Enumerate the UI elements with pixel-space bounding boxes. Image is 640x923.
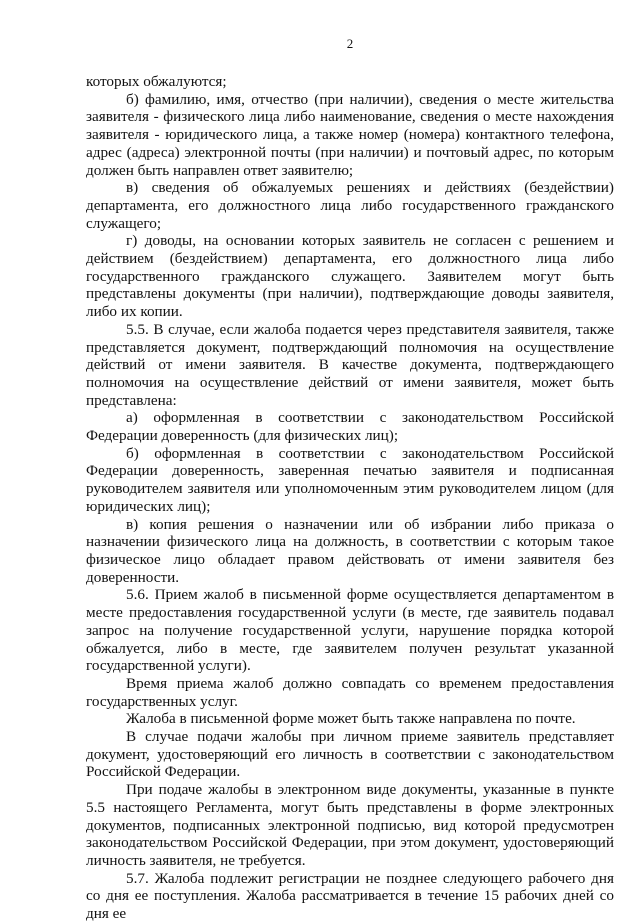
paragraph: а) оформленная в соответствии с законодательством Российской Федерации доверенность (для физических лиц); xyxy=(86,409,614,445)
paragraph: В случае подачи жалобы при личном приеме заявитель представляет документ, удостоверяющий его личность в соответствии с законодательством Российской Федерации. xyxy=(86,728,614,781)
page-number: 2 xyxy=(346,36,354,51)
paragraph: 5.5. В случае, если жалоба подается через представителя заявителя, также представляется документ, подтверждающий полномочия на осуществление действий от имени заявителя. В качестве документа, подтверждающего полномочия на осуществление действий от имени заявителя, может быть представлена: xyxy=(86,320,614,409)
paragraph: в) копия решения о назначении или об избрании либо приказа о назначении физического лица на должность, в соответствии с которым такое физическое лицо обладает правом действовать от имени заявителя без доверенности. xyxy=(86,515,614,586)
paragraph: в) сведения об обжалуемых решениях и действиях (бездействии) департамента, его должностного лица либо государственного гражданского служащего; xyxy=(86,179,614,232)
paragraph: б) оформленная в соответствии с законодательством Российской Федерации доверенность, заверенная печатью заявителя и подписанная руководителем заявителя или уполномоченным этим руководителем лицом (для юридических лиц); xyxy=(86,444,614,515)
paragraph: Жалоба в письменной форме может быть также направлена по почте. xyxy=(126,710,576,728)
paragraph: которых обжалуются; xyxy=(86,73,227,90)
document-body xyxy=(86,73,614,923)
paragraph: При подаче жалобы в электронном виде документы, указанные в пункте 5.5 настоящего Регламента, могут быть представлены в форме электронных документов, подписанных электронной подписью, вид которой предусмотрен законодательством Российской Федерации, при этом документ, удостоверяющий личность заявителя, не требуется. xyxy=(86,781,614,869)
paragraph: б) фамилию, имя, отчество (при наличии), сведения о месте жительства заявителя - физического лица либо наименование, сведения о месте нахождения заявителя - юридического лица, а также номер (номера) контактного телефона, адрес (адреса) электронной почты (при наличии) и почтовый адрес, по которым должен быть направлен ответ заявителю; xyxy=(86,90,614,179)
paragraph: г) доводы, на основании которых заявитель не согласен с решением и действием (бездействием) департамента, его должностного лица либо государственного гражданского служащего. Заявителем могут быть представлены документы (при наличии), подтверждающие доводы заявителя, либо их копии. xyxy=(86,232,614,321)
paragraph: 5.7. Жалоба подлежит регистрации не позднее следующего рабочего дня со дня ее поступления. Жалоба рассматривается в течение 15 рабочих дней со дня ее xyxy=(86,869,614,923)
paragraph: 5.6. Прием жалоб в письменной форме осуществляется департаментом в месте предоставления государственной услуги (в месте, где заявитель подавал запрос на получение государственной услуги, нарушение порядка которой обжалуется, либо в месте, где заявителем получен результат указанной государственной услуги). xyxy=(86,586,614,675)
paragraph: Время приема жалоб должно совпадать со временем предоставления государственных услуг. xyxy=(86,674,614,710)
